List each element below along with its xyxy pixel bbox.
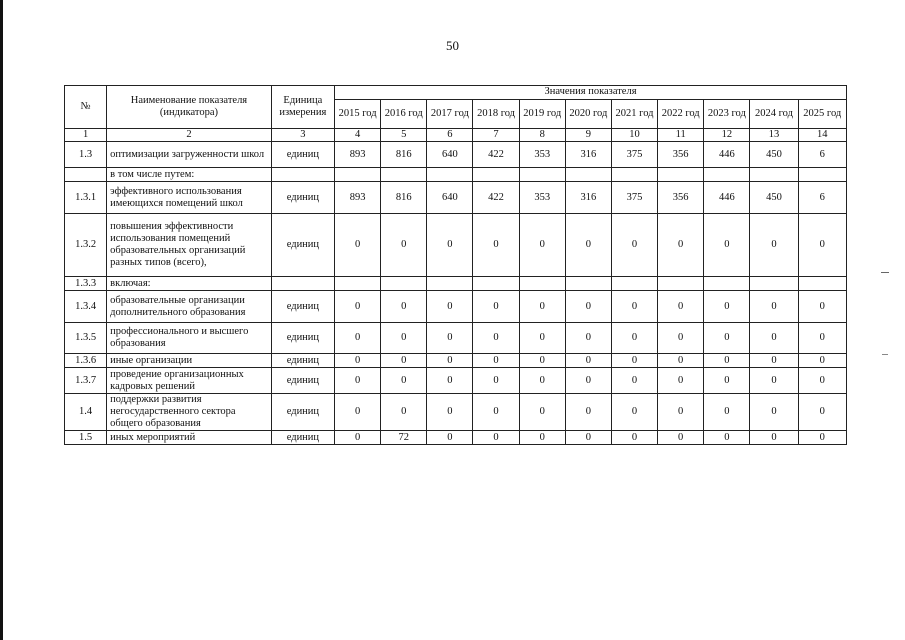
value-cell: 0 — [381, 394, 427, 431]
value-cell: 422 — [473, 182, 519, 214]
column-number: 8 — [519, 129, 565, 142]
value-cell: 0 — [473, 323, 519, 354]
value-cell: 0 — [611, 354, 657, 368]
header-num: № — [65, 86, 107, 129]
indicator-name: профессионального и высшего образования — [107, 323, 272, 354]
value-cell: 893 — [335, 182, 381, 214]
unit-cell: единиц — [271, 214, 334, 277]
value-cell: 353 — [519, 182, 565, 214]
header-year: 2024 год — [750, 100, 798, 129]
table-row — [65, 368, 847, 394]
value-cell: 0 — [798, 394, 846, 431]
unit-cell — [271, 168, 334, 182]
indicator-name: в том числе путем: — [107, 168, 272, 182]
value-cell: 0 — [565, 431, 611, 445]
row-number: 1.4 — [65, 394, 107, 431]
value-cell: 0 — [335, 354, 381, 368]
value-cell: 450 — [750, 182, 798, 214]
table-row — [65, 142, 847, 168]
value-cell — [750, 277, 798, 291]
value-cell — [798, 168, 846, 182]
column-number: 1 — [65, 129, 107, 142]
unit-cell: единиц — [271, 354, 334, 368]
unit-cell: единиц — [271, 323, 334, 354]
header-year: 2017 год — [427, 100, 473, 129]
indicator-table-container — [64, 85, 847, 445]
value-cell: 0 — [519, 368, 565, 394]
value-cell: 375 — [611, 182, 657, 214]
value-cell: 0 — [381, 291, 427, 323]
value-cell — [473, 277, 519, 291]
value-cell — [381, 168, 427, 182]
page-number: 50 — [446, 38, 459, 53]
value-cell: 0 — [704, 394, 750, 431]
value-cell: 0 — [427, 394, 473, 431]
value-cell: 0 — [658, 354, 704, 368]
table-row — [65, 291, 847, 323]
scan-mark — [881, 272, 889, 273]
indicator-name: иные организации — [107, 354, 272, 368]
header-year: 2018 год — [473, 100, 519, 129]
value-cell: 0 — [473, 368, 519, 394]
value-cell: 0 — [704, 431, 750, 445]
value-cell: 0 — [704, 214, 750, 277]
row-number — [65, 168, 107, 182]
column-number: 5 — [381, 129, 427, 142]
table-row — [65, 214, 847, 277]
value-cell: 0 — [519, 214, 565, 277]
value-cell: 816 — [381, 142, 427, 168]
unit-cell: единиц — [271, 142, 334, 168]
value-cell: 0 — [427, 354, 473, 368]
value-cell: 72 — [381, 431, 427, 445]
indicator-name: иных мероприятий — [107, 431, 272, 445]
value-cell — [658, 168, 704, 182]
value-cell: 0 — [565, 368, 611, 394]
value-cell: 0 — [427, 214, 473, 277]
column-number: 12 — [704, 129, 750, 142]
row-number: 1.3.2 — [65, 214, 107, 277]
table-row — [65, 394, 847, 431]
value-cell: 0 — [750, 354, 798, 368]
indicator-name: эффективного использования имеющихся помещений школ — [107, 182, 272, 214]
value-cell: 0 — [519, 394, 565, 431]
indicator-name: повышения эффективности использования помещений образовательных организаций разных типов (всего), — [107, 214, 272, 277]
value-cell: 0 — [427, 291, 473, 323]
value-cell: 0 — [335, 214, 381, 277]
value-cell: 0 — [565, 354, 611, 368]
row-number: 1.3.4 — [65, 291, 107, 323]
indicator-name: проведение организационных кадровых решений — [107, 368, 272, 394]
value-cell: 353 — [519, 142, 565, 168]
header-year: 2023 год — [704, 100, 750, 129]
value-cell — [658, 277, 704, 291]
value-cell — [750, 168, 798, 182]
value-cell: 0 — [381, 214, 427, 277]
value-cell: 0 — [611, 323, 657, 354]
value-cell: 0 — [704, 368, 750, 394]
unit-cell: единиц — [271, 291, 334, 323]
header-year: 2025 год — [798, 100, 846, 129]
value-cell — [473, 168, 519, 182]
table-row — [65, 168, 847, 182]
value-cell — [519, 277, 565, 291]
value-cell: 0 — [381, 354, 427, 368]
value-cell: 0 — [335, 323, 381, 354]
value-cell: 0 — [473, 394, 519, 431]
value-cell — [611, 277, 657, 291]
value-cell: 0 — [798, 323, 846, 354]
value-cell: 0 — [565, 323, 611, 354]
value-cell: 0 — [658, 323, 704, 354]
value-cell: 0 — [473, 354, 519, 368]
value-cell: 0 — [473, 291, 519, 323]
value-cell — [704, 168, 750, 182]
value-cell: 0 — [335, 368, 381, 394]
table-row — [65, 277, 847, 291]
value-cell: 0 — [565, 214, 611, 277]
column-number: 9 — [565, 129, 611, 142]
value-cell: 0 — [611, 431, 657, 445]
value-cell: 0 — [381, 323, 427, 354]
value-cell: 640 — [427, 182, 473, 214]
value-cell — [798, 277, 846, 291]
value-cell: 0 — [611, 394, 657, 431]
value-cell — [335, 168, 381, 182]
value-cell: 446 — [704, 142, 750, 168]
value-cell: 0 — [750, 214, 798, 277]
header-values-group: Значения показателя — [335, 86, 847, 100]
value-cell: 0 — [519, 431, 565, 445]
row-number: 1.3.6 — [65, 354, 107, 368]
table-row — [65, 354, 847, 368]
header-year: 2016 год — [381, 100, 427, 129]
column-number: 11 — [658, 129, 704, 142]
column-number: 6 — [427, 129, 473, 142]
value-cell: 0 — [750, 368, 798, 394]
value-cell — [381, 277, 427, 291]
value-cell: 0 — [798, 214, 846, 277]
header-year: 2019 год — [519, 100, 565, 129]
row-number: 1.3.7 — [65, 368, 107, 394]
unit-cell: единиц — [271, 368, 334, 394]
table-row — [65, 323, 847, 354]
value-cell: 0 — [704, 291, 750, 323]
value-cell: 0 — [750, 291, 798, 323]
value-cell: 0 — [335, 291, 381, 323]
value-cell: 0 — [658, 394, 704, 431]
header-year: 2021 год — [611, 100, 657, 129]
value-cell: 0 — [381, 368, 427, 394]
value-cell: 0 — [565, 291, 611, 323]
value-cell: 0 — [750, 431, 798, 445]
value-cell: 0 — [658, 368, 704, 394]
table-body — [65, 142, 847, 445]
value-cell — [519, 168, 565, 182]
value-cell — [335, 277, 381, 291]
unit-cell — [271, 277, 334, 291]
unit-cell: единиц — [271, 431, 334, 445]
value-cell: 0 — [798, 431, 846, 445]
value-cell: 446 — [704, 182, 750, 214]
value-cell: 0 — [565, 394, 611, 431]
indicator-table — [64, 85, 847, 445]
row-number: 1.3.1 — [65, 182, 107, 214]
value-cell: 356 — [658, 142, 704, 168]
value-cell: 0 — [473, 214, 519, 277]
header-year: 2015 год — [335, 100, 381, 129]
value-cell: 0 — [658, 291, 704, 323]
unit-cell: единиц — [271, 182, 334, 214]
unit-cell: единиц — [271, 394, 334, 431]
scan-edge — [0, 0, 3, 640]
value-cell: 316 — [565, 142, 611, 168]
value-cell: 6 — [798, 142, 846, 168]
value-cell: 316 — [565, 182, 611, 214]
value-cell: 0 — [335, 431, 381, 445]
value-cell: 816 — [381, 182, 427, 214]
value-cell — [427, 168, 473, 182]
column-number: 3 — [271, 129, 334, 142]
value-cell: 0 — [798, 368, 846, 394]
value-cell: 0 — [519, 323, 565, 354]
value-cell: 0 — [658, 431, 704, 445]
column-number: 14 — [798, 129, 846, 142]
column-number: 10 — [611, 129, 657, 142]
value-cell: 0 — [750, 394, 798, 431]
value-cell: 0 — [658, 214, 704, 277]
column-number: 2 — [107, 129, 272, 142]
row-number: 1.5 — [65, 431, 107, 445]
header-unit: Единица измерения — [271, 86, 334, 129]
header-year: 2022 год — [658, 100, 704, 129]
scan-mark — [882, 354, 888, 355]
value-cell: 0 — [427, 323, 473, 354]
indicator-name: образовательные организации дополнительного образования — [107, 291, 272, 323]
row-number: 1.3.3 — [65, 277, 107, 291]
value-cell: 0 — [611, 368, 657, 394]
value-cell: 893 — [335, 142, 381, 168]
value-cell — [611, 168, 657, 182]
column-number: 7 — [473, 129, 519, 142]
value-cell: 356 — [658, 182, 704, 214]
value-cell: 0 — [704, 354, 750, 368]
value-cell: 0 — [611, 214, 657, 277]
value-cell: 0 — [427, 431, 473, 445]
value-cell: 0 — [750, 323, 798, 354]
value-cell: 0 — [798, 354, 846, 368]
value-cell: 375 — [611, 142, 657, 168]
value-cell: 0 — [611, 291, 657, 323]
header-year: 2020 год — [565, 100, 611, 129]
column-numbers-row — [65, 129, 847, 142]
column-number: 4 — [335, 129, 381, 142]
value-cell: 0 — [473, 431, 519, 445]
value-cell: 450 — [750, 142, 798, 168]
indicator-name: поддержки развития негосударственного сектора общего образования — [107, 394, 272, 431]
value-cell: 0 — [704, 323, 750, 354]
value-cell: 640 — [427, 142, 473, 168]
row-number: 1.3 — [65, 142, 107, 168]
value-cell: 0 — [519, 354, 565, 368]
indicator-name: включая: — [107, 277, 272, 291]
row-number: 1.3.5 — [65, 323, 107, 354]
value-cell: 6 — [798, 182, 846, 214]
value-cell — [704, 277, 750, 291]
value-cell — [565, 277, 611, 291]
table-row — [65, 182, 847, 214]
table-row — [65, 431, 847, 445]
header-name: Наименование показателя (индикатора) — [107, 86, 272, 129]
value-cell: 0 — [798, 291, 846, 323]
value-cell: 0 — [519, 291, 565, 323]
value-cell: 422 — [473, 142, 519, 168]
value-cell — [565, 168, 611, 182]
indicator-name: оптимизации загруженности школ — [107, 142, 272, 168]
value-cell — [427, 277, 473, 291]
column-number: 13 — [750, 129, 798, 142]
value-cell: 0 — [335, 394, 381, 431]
value-cell: 0 — [427, 368, 473, 394]
